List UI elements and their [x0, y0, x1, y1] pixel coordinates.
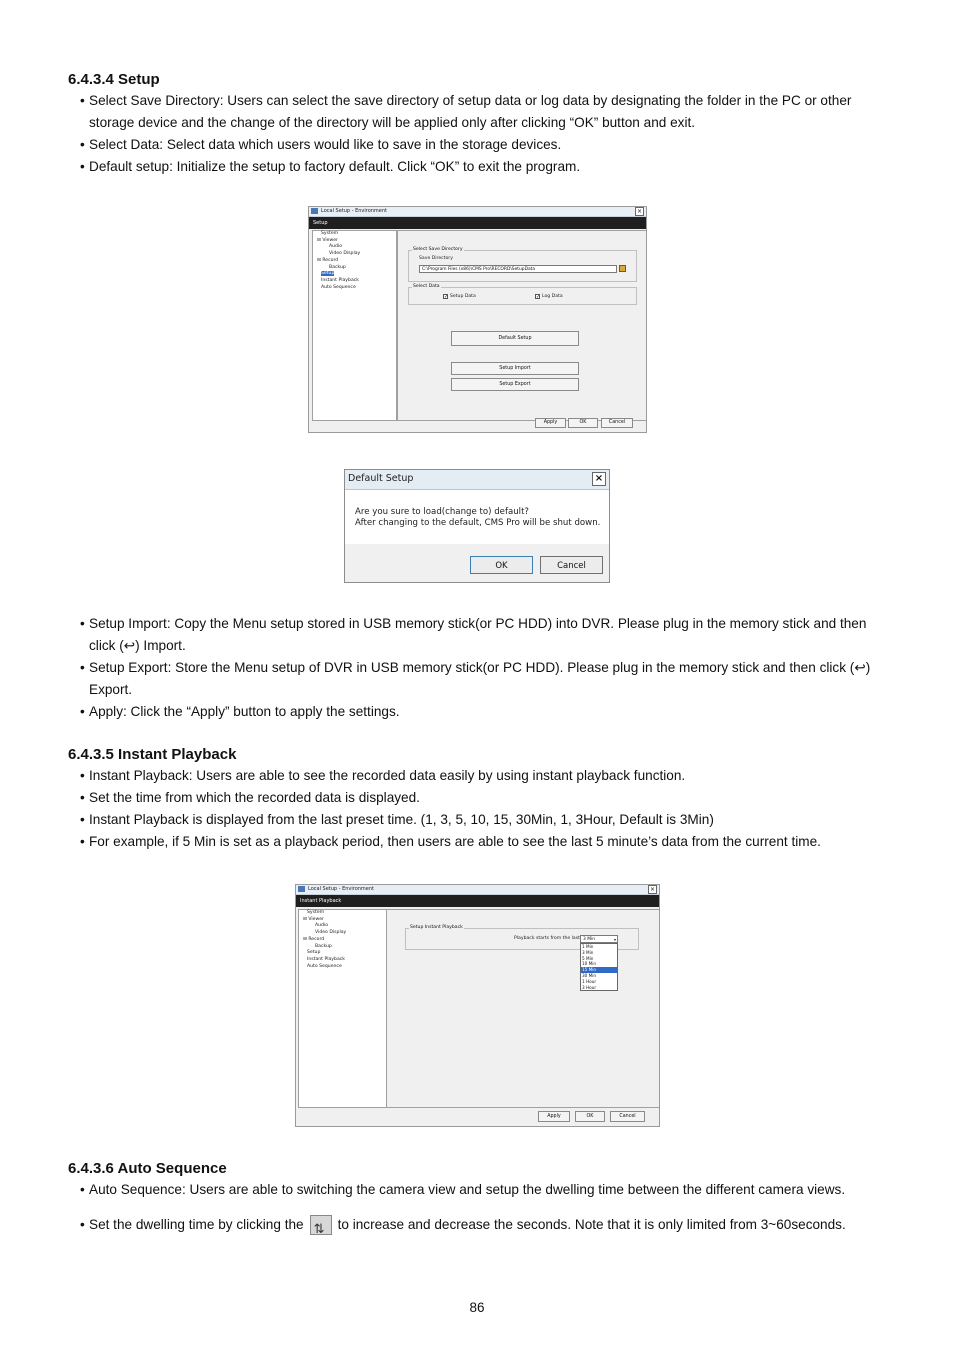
tree-item-viewer[interactable]: ⊟ Viewer — [317, 237, 338, 243]
bullet-setup-import: • Setup Import: Copy the Menu setup stored in USB memory stick(or PC HDD) into DVR. Please plug in the memory stick and then — [80, 616, 867, 631]
section-heading-auto-sequence: 6.4.3.6 Auto Sequence — [68, 1160, 227, 1177]
tree-item-video-display[interactable]: Video Display — [329, 251, 361, 257]
app-icon — [298, 886, 305, 892]
bullet-auto-sequence: • Auto Sequence: Users are able to switching the camera view and setup the dwelling time between the different camera views. — [80, 1182, 846, 1197]
setup-data-checkbox[interactable]: ✓ — [444, 294, 449, 300]
paragraph-auto-sequence-1 — [80, 1179, 885, 1201]
group-select-data: Select Data ✓ Setup Data ✓ Log Data — [408, 287, 637, 305]
spin-arrows-icon — [310, 1215, 332, 1235]
tree-item-backup[interactable]: Backup — [315, 943, 332, 949]
bullet-instant-playback: • Instant Playback: Users are able to see the recorded data easily by using instant playback function. — [80, 768, 686, 783]
option-15-min[interactable]: 15 Min — [581, 967, 617, 973]
tree-item-video-display[interactable]: Video Display — [315, 930, 347, 936]
dialog-ok-button[interactable]: OK — [470, 556, 533, 574]
tree-item-viewer[interactable]: ⊟ Viewer — [303, 916, 324, 922]
dialog-message-line2: After changing to the default, CMS Pro will be shut down. — [355, 518, 601, 528]
setup-window-screenshot — [308, 206, 647, 433]
dialog-title: Default Setup — [348, 473, 414, 484]
option-30-min[interactable]: 30 Min — [582, 972, 597, 978]
window-header: Instant Playback — [296, 895, 659, 907]
close-icon[interactable]: × — [649, 886, 656, 893]
paragraph-setup-bottom — [80, 613, 885, 723]
option-1-min[interactable]: 1 Min — [582, 944, 594, 949]
tree-item-setup[interactable]: Setup — [307, 950, 321, 956]
setup-panel — [397, 230, 647, 421]
option-3-min[interactable]: 3 Min — [582, 949, 594, 955]
chevron-down-icon: ▾ — [613, 937, 616, 942]
tree-item-record[interactable]: ⊟ Record — [303, 936, 325, 942]
bullet-setup-export: • Setup Export: Store the Menu setup of DVR in USB memory stick(or PC HDD). Please plug in the memory stick and then click (↩) — [80, 660, 871, 675]
option-10-min[interactable]: 10 Min — [582, 961, 597, 967]
bullet-setup-import-cont: click (↩) Import. — [89, 638, 186, 653]
bullet-example: • For example, if 5 Min is set as a playback period, then users are able to see the last 5 minute’s data from the current time. — [80, 834, 821, 849]
option-5-min[interactable]: 5 Min — [582, 955, 594, 961]
tree-item-record[interactable]: ⊟ Record — [317, 257, 339, 263]
instant-playback-window-screenshot — [295, 884, 660, 1127]
bullet-dwelling-time: • Set the dwelling time by clicking the⇅ to increase and decrease the seconds. Note that it is only limited from 3~60seconds. — [80, 1212, 885, 1238]
paragraph-instant-playback — [80, 765, 885, 853]
dialog-titlebar — [345, 470, 609, 490]
playback-period-dropdown — [580, 943, 618, 991]
window-title: Local Setup - Environment — [321, 208, 388, 214]
tree-item-system[interactable]: System — [321, 231, 339, 236]
tree-item-auto-sequence[interactable]: Auto Sequence — [321, 284, 356, 290]
group-setup-instant-playback: Setup Instant Playback Playback starts from the last 3 Min ▾ 1 Min 3 Min 5 Min 10 Min 15 Min 30 Min 1 Hour 3 Hour — [405, 928, 639, 950]
tree-item-backup[interactable]: Backup — [329, 264, 346, 270]
section-heading-instant-playback: 6.4.3.5 Instant Playback — [68, 746, 237, 763]
instant-playback-tree — [298, 909, 387, 1108]
tree-item-audio[interactable]: Audio — [329, 244, 343, 250]
window-header: Setup — [309, 217, 646, 229]
option-1-hour[interactable]: 1 Hour — [582, 978, 597, 984]
default-setup-dialog — [344, 469, 610, 583]
save-directory-label: Save Directory — [419, 256, 453, 261]
playback-period-select[interactable]: 3 Min ▾ — [580, 935, 618, 943]
apply-button[interactable]: Apply — [538, 1111, 570, 1122]
instant-playback-panel — [386, 909, 660, 1108]
bullet-apply: • Apply: Click the “Apply” button to apply the settings. — [80, 704, 400, 719]
cancel-button[interactable]: Cancel — [610, 1111, 645, 1122]
bullet-preset-time: • Instant Playback is displayed from the last preset time. (1, 3, 5, 10, 15, 30Min, 1, 3Hour, Default is 3Min) — [80, 812, 714, 827]
tree-item-auto-sequence[interactable]: Auto Sequence — [307, 963, 342, 969]
log-data-checkbox[interactable]: ✓ — [536, 294, 541, 300]
bullet-save-directory-cont: storage device and the change of the directory will be applied only after clicking “OK” button and exit. — [89, 115, 696, 130]
dialog-cancel-button[interactable]: Cancel — [540, 556, 603, 574]
playback-starts-label: Playback starts from the last — [514, 936, 580, 941]
tree-item-instant-playback[interactable]: Instant Playback — [321, 277, 359, 283]
window-title: Local Setup - Environment — [308, 886, 375, 892]
log-data-label: Log Data — [542, 294, 563, 299]
setup-export-button[interactable]: Setup Export — [451, 378, 579, 391]
bullet-default-setup: • Default setup: Initialize the setup to factory default. Click “OK” to exit the program. — [80, 159, 581, 174]
window-titlebar — [296, 885, 659, 895]
ok-button[interactable]: OK — [575, 1111, 605, 1122]
bullet-set-time: • Set the time from which the recorded data is displayed. — [80, 790, 420, 805]
close-icon[interactable]: × — [636, 208, 643, 215]
cancel-button[interactable]: Cancel — [601, 418, 633, 428]
save-directory-field[interactable]: C:\Program Files (x86)\CMS Pro\RECORD\SetupData — [419, 265, 617, 273]
window-titlebar — [309, 207, 646, 217]
folder-icon[interactable] — [619, 265, 626, 272]
tree-item-setup[interactable]: Setup — [321, 271, 335, 277]
apply-button[interactable]: Apply — [535, 418, 566, 428]
option-3-hour[interactable]: 3 Hour — [582, 984, 597, 990]
group-save-directory: Select Save Directory Save Directory C:\Program Files (x86)\CMS Pro\RECORD\SetupData — [408, 250, 637, 282]
dialog-message-line1: Are you sure to load(change to) default? — [355, 507, 529, 517]
setup-import-button[interactable]: Setup Import — [451, 362, 579, 375]
app-icon — [311, 208, 318, 214]
page-number: 86 — [469, 1300, 485, 1315]
paragraph-setup-top — [80, 90, 885, 178]
default-setup-button[interactable]: Default Setup — [451, 331, 579, 346]
tree-item-instant-playback[interactable]: Instant Playback — [307, 956, 345, 962]
setup-data-label: Setup Data — [450, 294, 476, 299]
setup-tree — [312, 230, 397, 421]
bullet-select-data: • Select Data: Select data which users would like to save in the storage devices. — [80, 137, 562, 152]
paragraph-auto-sequence-2 — [80, 1212, 885, 1238]
bullet-setup-export-cont: Export. — [89, 682, 133, 697]
dialog-close-icon[interactable]: × — [592, 472, 606, 486]
ok-button[interactable]: OK — [568, 418, 598, 428]
bullet-save-directory: • Select Save Directory: Users can select the save directory of setup data or log data by designating the folder in the PC or other — [80, 93, 852, 108]
tree-item-system[interactable]: System — [307, 910, 325, 915]
tree-item-audio[interactable]: Audio — [315, 923, 329, 929]
section-heading-setup: 6.4.3.4 Setup — [68, 71, 160, 88]
